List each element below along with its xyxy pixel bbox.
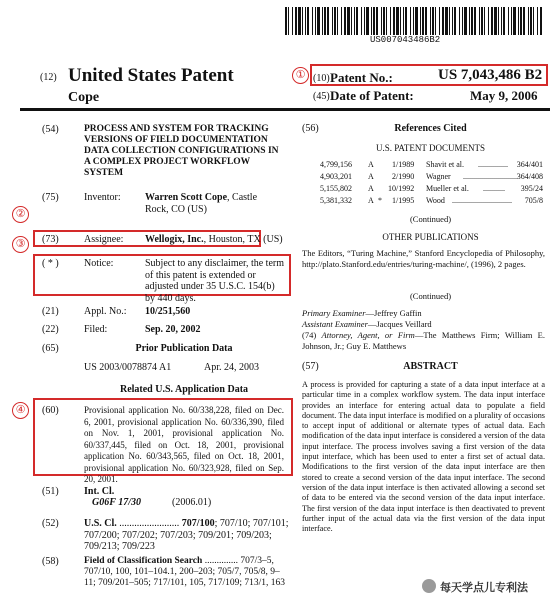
inid-57: (57) bbox=[302, 361, 319, 372]
assignee-location: , Houston, TX (US) bbox=[203, 234, 283, 245]
primary-examiner bbox=[302, 308, 545, 319]
patent-title: PROCESS AND SYSTEM FOR TRACKING VERSIONS OF FIELD DOCUMENTATION DATA COLLECTION CONFIGURATIONS IN A COMPLEX PROJECT WORKFLOW SYSTEM bbox=[84, 124, 279, 178]
date-of-patent-label: Date of Patent: bbox=[330, 88, 414, 103]
ref-number: 4,799,156 bbox=[320, 160, 352, 169]
ref-kind: A bbox=[368, 160, 374, 169]
patent-number-value: US 7,043,486 B2 bbox=[438, 67, 543, 83]
ref-dots: ............... bbox=[478, 160, 508, 169]
reference-row bbox=[318, 196, 543, 207]
annotation-circle-4: ④ bbox=[12, 402, 29, 419]
ref-date: 10/1992 bbox=[388, 184, 415, 193]
inid-65: (65) bbox=[42, 343, 59, 354]
ref-kind: A bbox=[368, 172, 374, 181]
appl-no-label: Appl. No.: bbox=[84, 306, 127, 317]
assignee-value bbox=[145, 234, 283, 246]
field-of-search-text bbox=[84, 556, 289, 589]
annotation-circle-2: ② bbox=[12, 206, 29, 223]
ref-number: 5,155,802 bbox=[320, 184, 352, 193]
us-cl-main: 707/100 bbox=[181, 518, 215, 529]
related-application-heading: Related U.S. Application Data bbox=[119, 384, 249, 395]
inid-12: (12) bbox=[40, 72, 57, 83]
other-publications-text: The Editors, “Turing Machine,” Stanford Encyclopedia of Philosophy, http://plato.Stanford.edu/entries/turing-machine/, (1996), 2 pages. bbox=[302, 248, 545, 269]
inid-52: (52) bbox=[42, 518, 59, 529]
inid-56: (56) bbox=[302, 123, 319, 134]
inventor-full-name: Warren Scott Cope bbox=[145, 192, 228, 203]
ref-number: 5,381,332 bbox=[320, 196, 352, 205]
prior-publication-date: Apr. 24, 2003 bbox=[204, 362, 259, 373]
ref-date: 2/1990 bbox=[392, 172, 415, 181]
filed-label: Filed: bbox=[84, 324, 108, 335]
attorney-agent-firm bbox=[302, 330, 545, 351]
us-cl-text bbox=[84, 518, 289, 553]
us-cl-rest: ; 707/10; 707/101; 707/200; 707/202; 707/203; 709/201; 709/203; 709/213; 709/223 bbox=[84, 518, 289, 552]
int-cl-year: (2006.01) bbox=[172, 497, 212, 508]
inventor-surname: Cope bbox=[68, 90, 100, 105]
prior-publication-heading: Prior Publication Data bbox=[135, 343, 233, 354]
field-of-search-dots: .............. bbox=[204, 556, 238, 566]
ref-number: 4,903,201 bbox=[320, 172, 352, 181]
reference-row bbox=[318, 172, 543, 183]
inid-notice: ( * ) bbox=[42, 258, 59, 269]
us-cl-dots: ........................ bbox=[119, 518, 180, 529]
barcode bbox=[285, 7, 545, 35]
inid-75: (75) bbox=[42, 192, 59, 203]
int-cl-code: G06F 17/30 bbox=[92, 497, 141, 508]
ref-dots: ........... bbox=[483, 184, 505, 193]
ref-class: 395/24 bbox=[520, 184, 543, 193]
abstract-text: A process is provided for capturing a state of a data input interface at a particular time in a complex workflow system. The data input interface provides an interface for entering actual data to populate a field document. The data input interface is modified on a plurality of occasions to accept input of additional or alternate types of actual data. Each modification of the data input interface is considered a version of the data input interface. The process involves saving a first version of the data input interface, which has been used to enter a first set of actual data. Modifications to the first version of the data input interface are then stored to create a second version of the data input interface. The second version of the data input interface is then activated allowing a second set of data to be entered via the second version of the data input interface. The first version of the data input interface is then deactivated to prevent further input of the actual data via the first version of the data input interface. bbox=[302, 380, 545, 534]
ref-name: Mueller et al. bbox=[426, 184, 469, 193]
continued-label: (Continued) bbox=[409, 214, 452, 224]
references-cited-heading: References Cited bbox=[394, 123, 467, 134]
abstract-heading: ABSTRACT bbox=[403, 361, 458, 372]
primary-examiner-name: —Jeffrey Gaffin bbox=[365, 308, 422, 318]
assignee-label: Assignee: bbox=[84, 234, 124, 245]
ref-kind: A bbox=[368, 184, 374, 193]
assistant-examiner bbox=[302, 319, 545, 330]
inid-51: (51) bbox=[42, 486, 59, 497]
assistant-examiner-name: —Jacques Veillard bbox=[367, 319, 432, 329]
int-cl-label: Int. Cl. bbox=[84, 486, 115, 497]
notice-label: Notice: bbox=[84, 258, 114, 269]
ref-date: 1/1989 bbox=[392, 160, 415, 169]
reference-row bbox=[318, 160, 543, 171]
inid-45: (45) bbox=[313, 91, 330, 102]
annotation-circle-3: ③ bbox=[12, 236, 29, 253]
attorney-label: Attorney, Agent, or Firm bbox=[321, 330, 415, 340]
provisional-applications-text: Provisional application No. 60/338,228, filed on Dec. 6, 2001, provisional application No. 60/336,390, filed on Nov. 1, 2001, provisional application No. 60/337,445, filed on Oct. 18, 2001, provisional application No. 60/343,565, filed on Oct. 18, 2001, provisional application No. 60/323,928, filed on Sep. 20, 2001. bbox=[84, 405, 284, 484]
inventor-value bbox=[145, 192, 280, 215]
field-of-search-classes: 707/3–5, 707/10, 100, 101–104.1, 200–203; 705/7, 705/8, 9–11; 709/201–505; 717/101, 105, 717/109; 713/1, 163 bbox=[84, 556, 285, 588]
primary-examiner-label: Primary Examiner bbox=[302, 308, 366, 318]
ref-star: * bbox=[378, 196, 382, 205]
inid-58: (58) bbox=[42, 556, 59, 567]
ref-kind: A bbox=[368, 196, 374, 205]
inid-74: (74) bbox=[302, 330, 317, 340]
inid-73: (73) bbox=[42, 234, 59, 245]
ref-name: Wagner bbox=[426, 172, 451, 181]
ref-name: Wood bbox=[426, 196, 445, 205]
header-rule bbox=[20, 108, 550, 111]
wechat-logo-icon bbox=[422, 579, 436, 593]
barcode-number: US007043486B2 bbox=[370, 35, 441, 45]
filed-value: Sep. 20, 2002 bbox=[145, 324, 201, 335]
other-publications-heading: OTHER PUBLICATIONS bbox=[382, 232, 479, 242]
watermark-text: 每天学点儿专利法 bbox=[440, 582, 528, 594]
inid-54: (54) bbox=[42, 124, 59, 135]
us-cl-label: U.S. Cl. bbox=[84, 518, 117, 529]
inid-10: (10) bbox=[313, 73, 330, 84]
ref-class: 364/401 bbox=[516, 160, 543, 169]
ref-date: 1/1995 bbox=[392, 196, 415, 205]
ref-dots: ........................... bbox=[463, 172, 517, 181]
ref-class: 705/8 bbox=[524, 196, 543, 205]
assistant-examiner-label: Assistant Examiner bbox=[302, 319, 368, 329]
appl-no-value: 10/251,560 bbox=[145, 306, 191, 317]
date-of-patent-value: May 9, 2006 bbox=[470, 88, 538, 103]
annotation-circle-1: ① bbox=[292, 67, 309, 84]
assignee-name: Wellogix, Inc. bbox=[145, 234, 204, 245]
inid-21: (21) bbox=[42, 306, 59, 317]
field-of-search-label: Field of Classification Search bbox=[84, 556, 203, 566]
continued-label: (Continued) bbox=[409, 291, 452, 301]
attorney-text: —The Matthews Firm; William E. Johnson, Jr.; Guy E. Matthews bbox=[302, 330, 546, 351]
inid-60: (60) bbox=[42, 405, 59, 416]
patent-number-label: Patent No.: bbox=[330, 70, 393, 85]
document-title: United States Patent bbox=[68, 65, 234, 86]
prior-publication-number: US 2003/0078874 A1 bbox=[84, 362, 172, 373]
inventor-location: , Castle Rock, CO (US) bbox=[145, 192, 258, 215]
us-patent-documents-heading: U.S. PATENT DOCUMENTS bbox=[375, 143, 486, 153]
notice-text: Subject to any disclaimer, the term of this patent is extended or adjusted under 35 U.S.C. 154(b) by 440 days. bbox=[145, 258, 285, 304]
ref-class: 364/408 bbox=[516, 172, 543, 181]
inid-22: (22) bbox=[42, 324, 59, 335]
ref-name: Shavit et al. bbox=[426, 160, 464, 169]
ref-dots: .............................. bbox=[452, 196, 512, 205]
reference-row bbox=[318, 184, 543, 195]
inventor-label: Inventor: bbox=[84, 192, 121, 203]
